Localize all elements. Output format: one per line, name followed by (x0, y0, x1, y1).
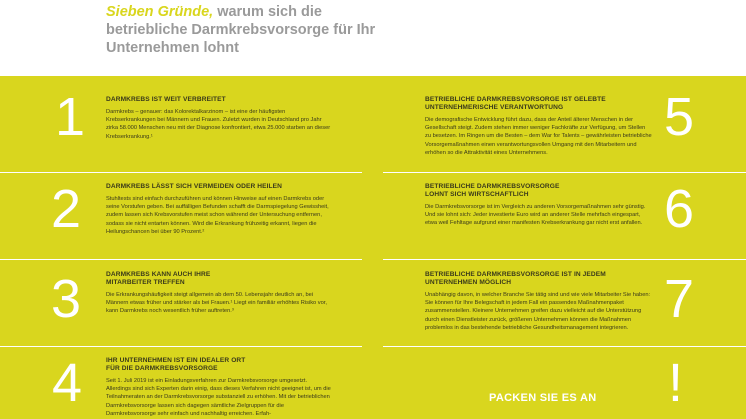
headline-rest: warum sich die betriebliche Darmkrebsvorsorge für Ihr Unternehmen lohnt (106, 4, 376, 56)
reason-6 (425, 183, 652, 228)
reason-body-2: Stuhltests sind einfach durchzuführen und können Hinweise auf einen Darmkrebs oder seine Vorstufen geben. Bei auffälligen Befunden schafft die Darmspiegelung Gewissheit, zudem lassen sich Krebsvorstufen meist schon während der Untersuchung entfernen, sodass sie nicht entarten können. Wird die Erkrankung frühzeitig erkannt, liegen die Heilungschancen bei über 90 Prozent.² (106, 196, 329, 235)
divider-left-1 (0, 172, 362, 173)
reason-body-7: Unabhängig davon, in welcher Branche Sie tätig sind und wie viele Mitarbeiter Sie haben: Sie können für Ihre Belegschaft in jedem Fall ein passendes Maßnahmenpaket zusammenstellen. Kleinere Unternehmen greifen dazu vielleicht auf die Unterstützung durch einen Dienstleister zurück, größeren Unternehmen können die Maßnahmen problemlos in das bestehende betriebliche Gesundheitsmanagement integrieren. (425, 292, 651, 331)
headline-accent: Sieben Gründe, (106, 4, 214, 20)
divider-right-3 (383, 346, 746, 347)
cta-label: PACKEN SIE ES AN (489, 392, 597, 404)
reason-3 (106, 271, 332, 316)
reason-1 (106, 96, 332, 141)
headline (106, 3, 406, 57)
cta-exclamation: ! (668, 353, 684, 413)
reason-4 (106, 357, 332, 418)
divider-left-2 (0, 259, 362, 260)
reason-number-5: 5 (664, 87, 695, 147)
reason-2 (106, 183, 332, 236)
reason-title-6: BETRIEBLICHE DARMKREBSVORSORGE LOHNT SICH WIRTSCHAFTLICH (425, 183, 560, 198)
reason-body-1: Darmkrebs – genauer: das Kolorektalkarzinom – ist eine der häufigsten Krebserkrankungen bei Männern und Frauen. Zuletzt wurden in Deutschland pro Jahr zirka 58.000 Menschen neu mit der Diagnose konfrontiert, etwa 25.000 starben an dieser Krebserkrankung.¹ (106, 109, 331, 140)
reason-number-6: 6 (664, 179, 695, 239)
reason-title-5: BETRIEBLICHE DARMKREBSVORSORGE IST GELEBTE UNTERNEHMERISCHE VERANTWORTUNG (425, 96, 606, 111)
reason-title-2: DARMKREBS LÄSST SICH VERMEIDEN ODER HEILEN (106, 183, 283, 190)
divider-right-1 (383, 172, 746, 173)
reason-title-4: IHR UNTERNEHMEN IST EIN IDEALER ORT FÜR DIE DARMKREBSVORSORGE (106, 357, 246, 372)
reason-title-7: BETRIEBLICHE DARMKREBSVORSORGE IST IN JEDEM UNTERNEHMEN MÖGLICH (425, 271, 606, 286)
reason-body-6: Die Darmkrebsvorsorge ist im Vergleich zu anderen Vorsorgemaßnahmen sehr günstig. Und sie lohnt sich: Jeder investierte Euro wird an anderer Stelle mehrfach eingespart, etwa weil Fehltage aufgrund einer manifesten Krebserkrankung gar nicht erst anfallen. (425, 204, 646, 227)
reason-title-3: DARMKREBS KANN AUCH IHRE MITARBEITER TREFFEN (106, 271, 211, 286)
divider-left-3 (0, 346, 362, 347)
reason-7 (425, 271, 652, 332)
reason-body-4: Seit 1. Juli 2019 ist ein Einladungsverfahren zur Darmkrebsvorsorge umgesetzt. Allerdings sind sich Experten darin einig, dass dieses Verfahren nicht geeignet ist, um die Teilnahmeraten an der Darmkrebsvorsorge substanziell zu erhöhen. Mit der betrieblichen Darmkrebsvorsorge lassen sich dagegen sämtliche Zielgruppen für die Darmkrebsvorsorge sehr einfach und nachhaltig erreichen. Erfah- (106, 378, 331, 417)
reason-number-3: 3 (51, 269, 82, 329)
reason-5 (425, 96, 652, 157)
reason-number-4: 4 (52, 353, 83, 413)
reason-number-2: 2 (51, 179, 82, 239)
reason-number-7: 7 (664, 269, 695, 329)
reason-body-3: Die Erkrankungshäufigkeit steigt allgemein ab dem 50. Lebensjahr deutlich an, bei Männern etwas früher und stärker als bei Frauen.¹ Liegt ein familiär erhöhtes Risiko vor, kann Darmkrebs noch wesentlich früher auftreten.³ (106, 292, 327, 315)
reason-body-5: Die demografische Entwicklung führt dazu, dass der Anteil älterer Menschen in der Gesellschaft steigt. Zudem stehen immer weniger Fachkräfte zur Verfügung, um Stellen zu besetzen. Im Ringen um die Besten – dem War for Talents – gewährleisten betriebliche Vorsorgemaßnahmen einen verantwortungsvollen Umgang mit den Mitarbeitern und erhöhen so die Attraktivität eines Unternehmens. (425, 117, 652, 156)
divider-right-2 (383, 259, 746, 260)
reason-title-1: DARMKREBS IST WEIT VERBREITET (106, 96, 226, 103)
reason-number-1: 1 (55, 87, 86, 147)
header (0, 0, 746, 76)
